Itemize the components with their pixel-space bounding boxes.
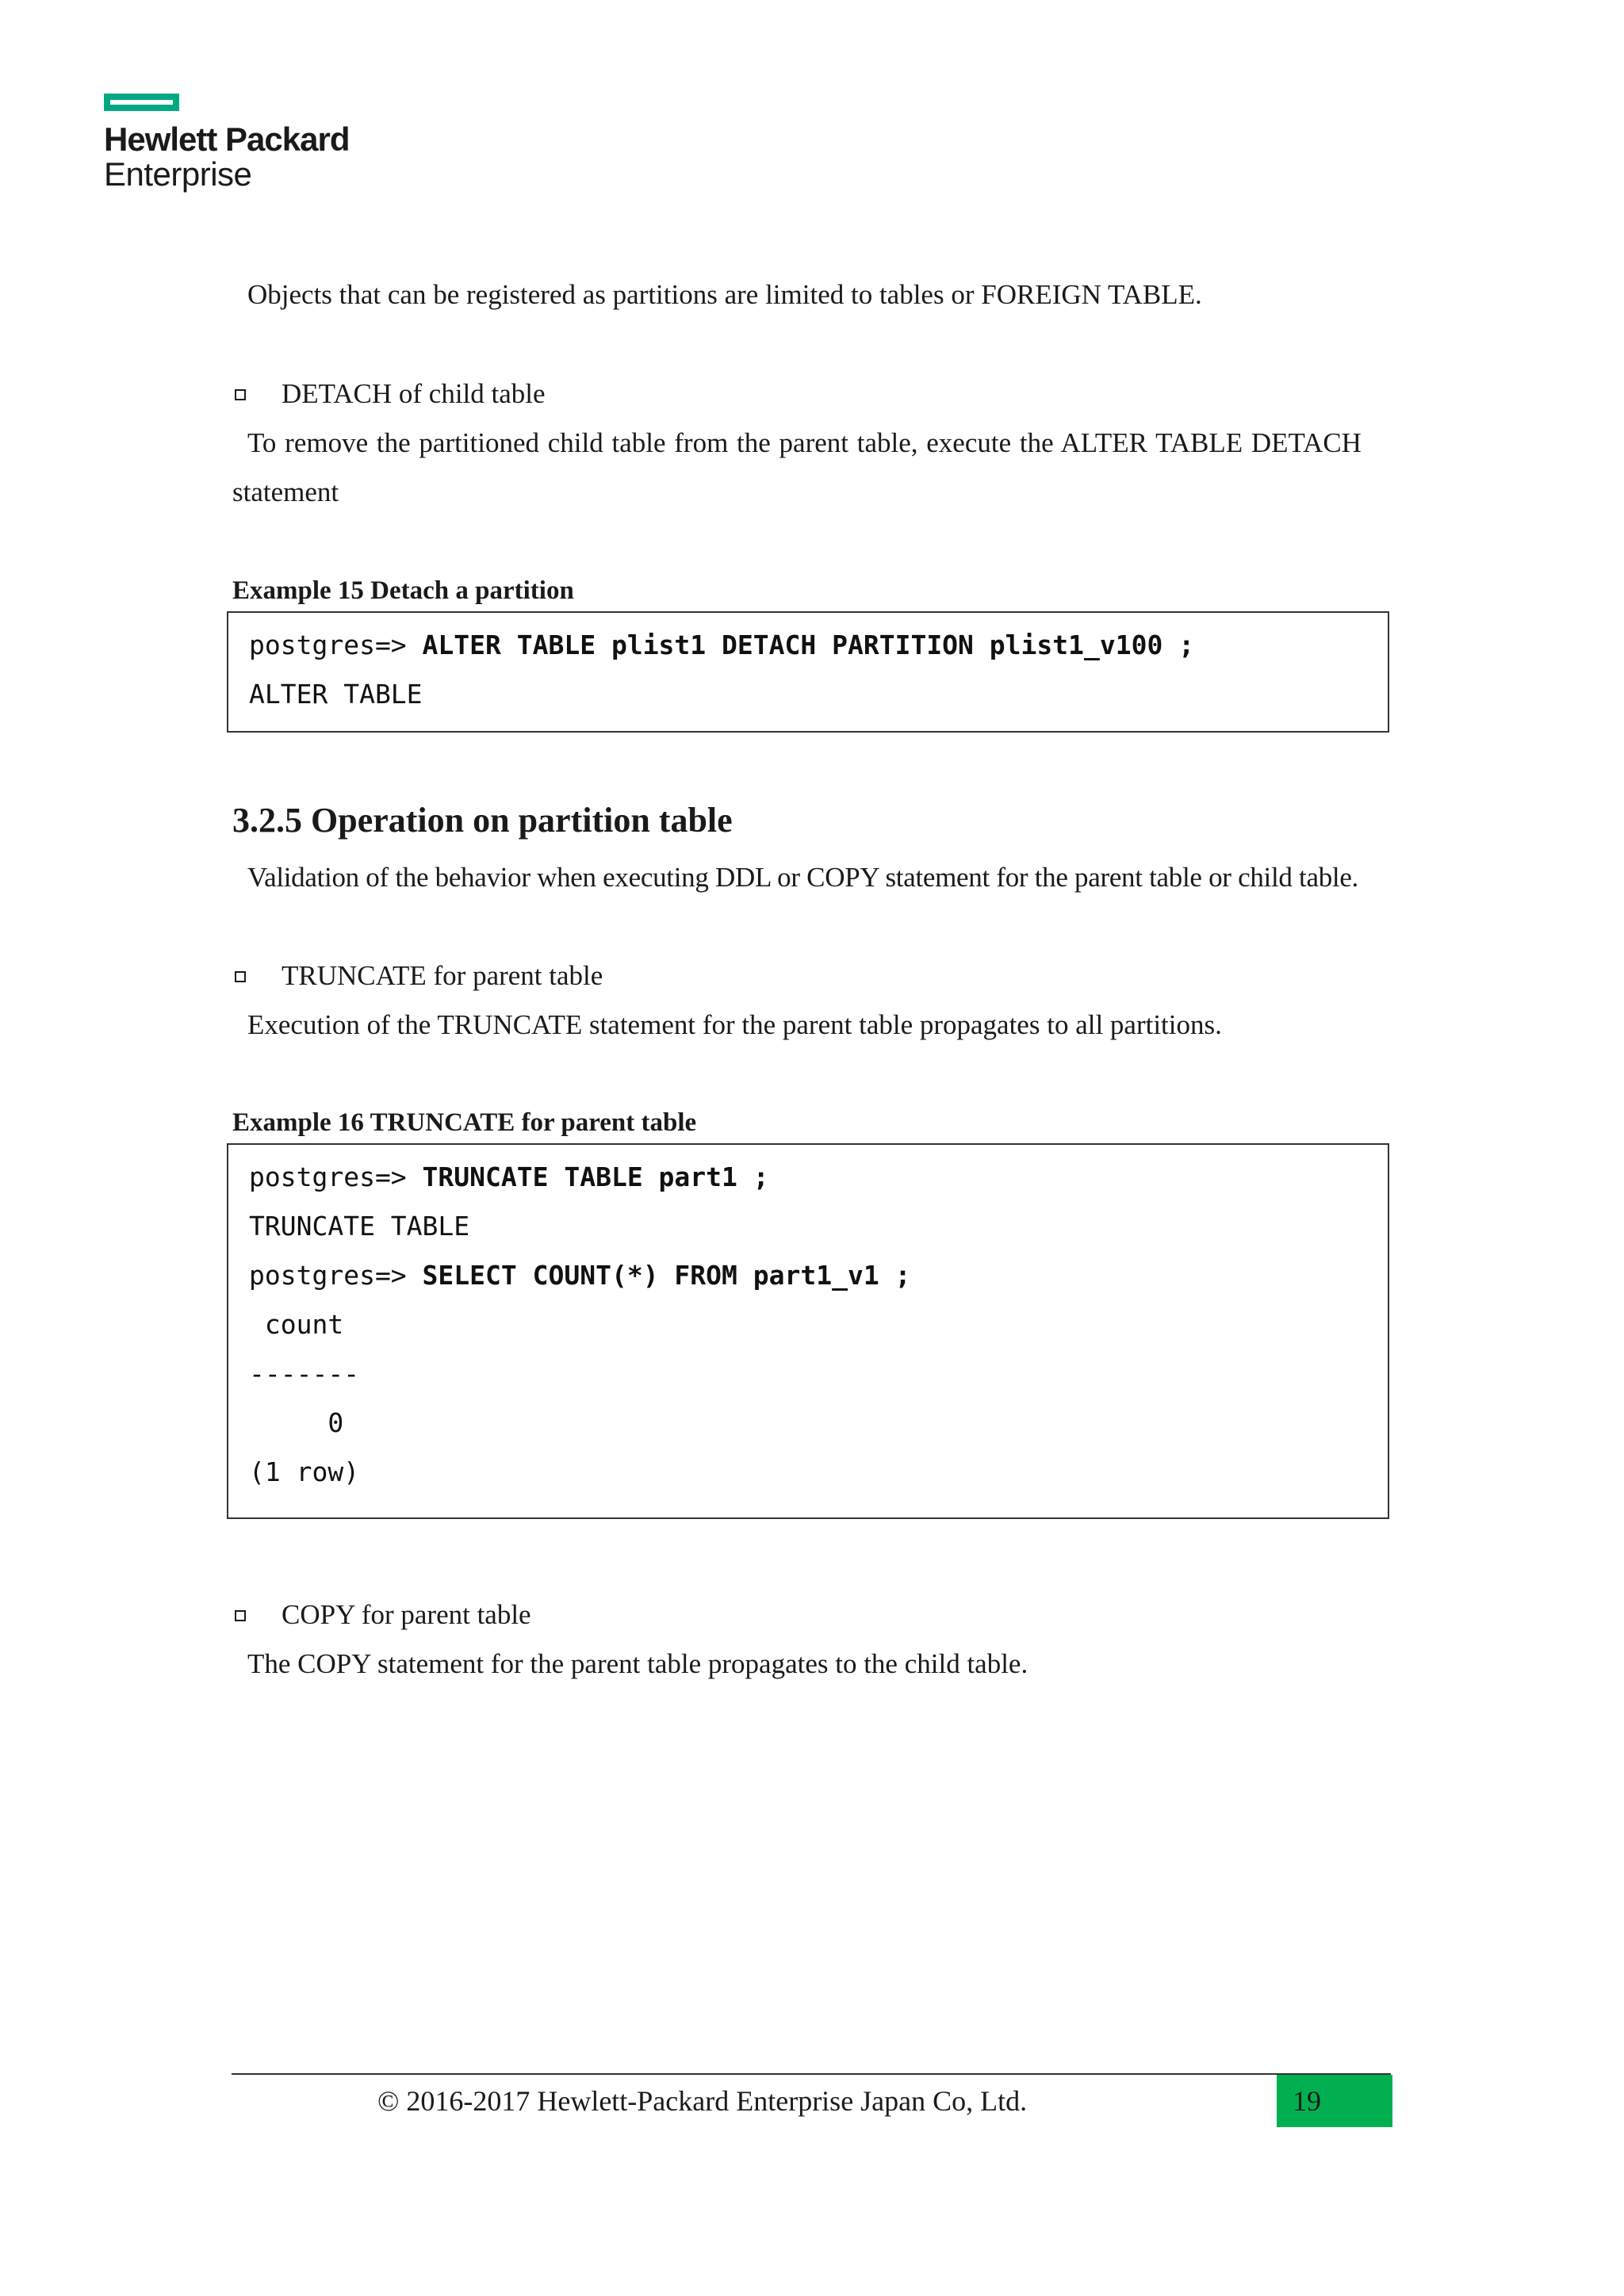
code-line: postgres=> TRUNCATE TABLE part1 ; [249,1161,769,1192]
detach-heading: DETACH of child table [282,378,546,409]
code-line: TRUNCATE TABLE [249,1211,470,1242]
truncate-body: Execution of the TRUNCATE statement for the parent table propagates to all partitions. [247,1009,1222,1040]
code-block-example-15 [227,611,1389,733]
paragraph-partition-objects: Objects that can be registered as partitions are limited to tables or FOREIGN TABLE. [247,279,1202,310]
logo-text-hewlett-packard: Hewlett Packard [104,121,350,158]
example-16-caption: Example 16 TRUNCATE for parent table [232,1108,697,1137]
code-line: postgres=> SELECT COUNT(*) FROM part1_v1 ; [249,1260,911,1291]
footer-divider [232,2073,1391,2075]
footer-copyright: © 2016-2017 Hewlett-Packard Enterprise Japan Co, Ltd. [377,2085,1028,2117]
copy-body: The COPY statement for the parent table propagates to the child table. [247,1648,1028,1679]
bullet-square-icon [235,1610,246,1621]
page-number-badge: 19 [1277,2075,1392,2127]
bullet-square-icon [235,389,246,400]
detach-body-line2: statement [232,476,339,507]
section-title: 3.2.5 Operation on partition table [232,801,733,840]
truncate-heading: TRUNCATE for parent table [282,960,603,991]
code-line: ------- [249,1358,360,1389]
code-line: ALTER TABLE [249,679,423,710]
bullet-square-icon [235,971,246,982]
code-line: postgres=> ALTER TABLE plist1 DETACH PARTITION plist1_v100 ; [249,629,1195,660]
code-line: count [249,1309,344,1340]
logo-text-enterprise: Enterprise [104,155,252,193]
code-line: 0 [249,1407,344,1438]
copy-heading: COPY for parent table [282,1599,531,1630]
code-block-example-16 [227,1143,1389,1519]
detach-body-line1: To remove the partitioned child table from the parent table, execute the ALTER TABLE DETACH [247,427,1362,458]
section-intro: Validation of the behavior when executing DDL or COPY statement for the parent table or child table. [247,862,1359,893]
code-line: (1 row) [249,1456,360,1487]
example-15-caption: Example 15 Detach a partition [232,576,574,605]
